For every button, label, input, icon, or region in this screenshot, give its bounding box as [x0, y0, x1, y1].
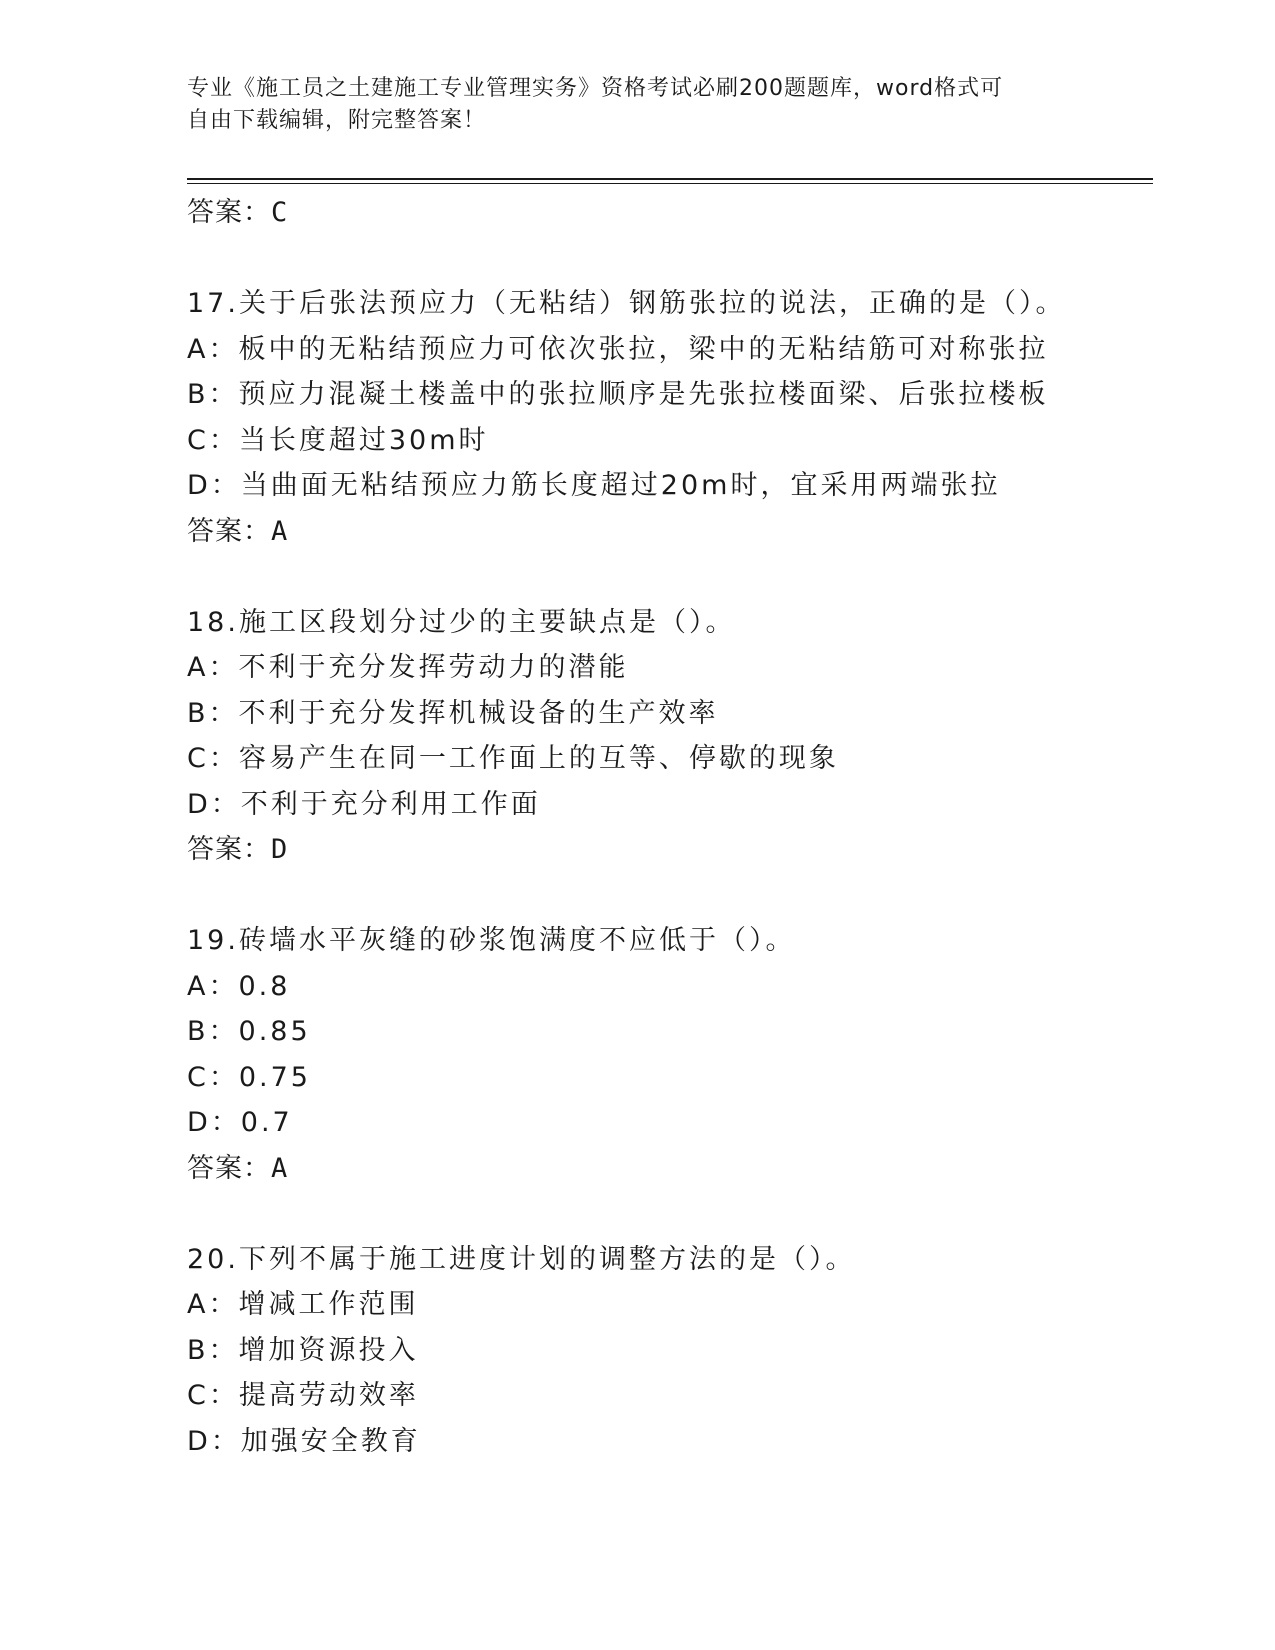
option-a: A：增减工作范围	[187, 1289, 419, 1320]
header-rule-thick	[187, 178, 1153, 180]
option-c: C：当长度超过30m时	[187, 424, 489, 456]
previous-answer: 答案：C	[187, 197, 289, 228]
question-answer: 答案：A	[187, 515, 289, 547]
option-d: D：0.7	[187, 1107, 293, 1138]
option-a: A：不利于充分发挥劳动力的潜能	[187, 652, 629, 683]
option-b: B：0.85	[187, 1016, 311, 1047]
question-stem: 20.下列不属于施工进度计划的调整方法的是（）。	[187, 1243, 856, 1275]
document-body	[187, 190, 1147, 1464]
option-c: C：0.75	[187, 1061, 311, 1093]
option-d: D：当曲面无粘结预应力筋长度超过20m时，宜采用两端张拉	[187, 470, 1001, 501]
option-b: B：不利于充分发挥机械设备的生产效率	[187, 697, 719, 729]
question-stem: 17.关于后张法预应力（无粘结）钢筋张拉的说法，正确的是（）。	[187, 288, 1066, 319]
option-a: A：0.8	[187, 970, 291, 1002]
spacer	[187, 236, 1147, 282]
header-rule-thin	[187, 183, 1153, 184]
spacer	[187, 873, 1147, 919]
spacer	[187, 554, 1147, 600]
question-20	[187, 1237, 1147, 1465]
option-d: D：加强安全教育	[187, 1425, 421, 1457]
question-stem: 18.施工区段划分过少的主要缺点是（）。	[187, 606, 736, 638]
question-stem: 19.砖墙水平灰缝的砂浆饱满度不应低于（）。	[187, 925, 796, 956]
option-b: B：增加资源投入	[187, 1334, 419, 1366]
question-answer: 答案：A	[187, 1152, 289, 1184]
option-d: D：不利于充分利用工作面	[187, 788, 541, 820]
spacer	[187, 1191, 1147, 1237]
question-17	[187, 281, 1147, 554]
question-18	[187, 600, 1147, 873]
question-19	[187, 918, 1147, 1191]
option-a: A：板中的无粘结预应力可依次张拉，梁中的无粘结筋可对称张拉	[187, 333, 1049, 365]
option-b: B：预应力混凝土楼盖中的张拉顺序是先张拉楼面梁、后张拉楼板	[187, 379, 1049, 410]
option-c: C：容易产生在同一工作面上的互等、停歇的现象	[187, 743, 839, 774]
header-line-1: 专业《施工员之土建施工专业管理实务》资格考试必刷200题题库，word格式可	[187, 76, 1004, 101]
header-line-2: 自由下载编辑，附完整答案！	[187, 108, 487, 133]
document-header	[187, 73, 1087, 137]
question-answer: 答案：D	[187, 834, 289, 865]
option-c: C：提高劳动效率	[187, 1380, 419, 1411]
